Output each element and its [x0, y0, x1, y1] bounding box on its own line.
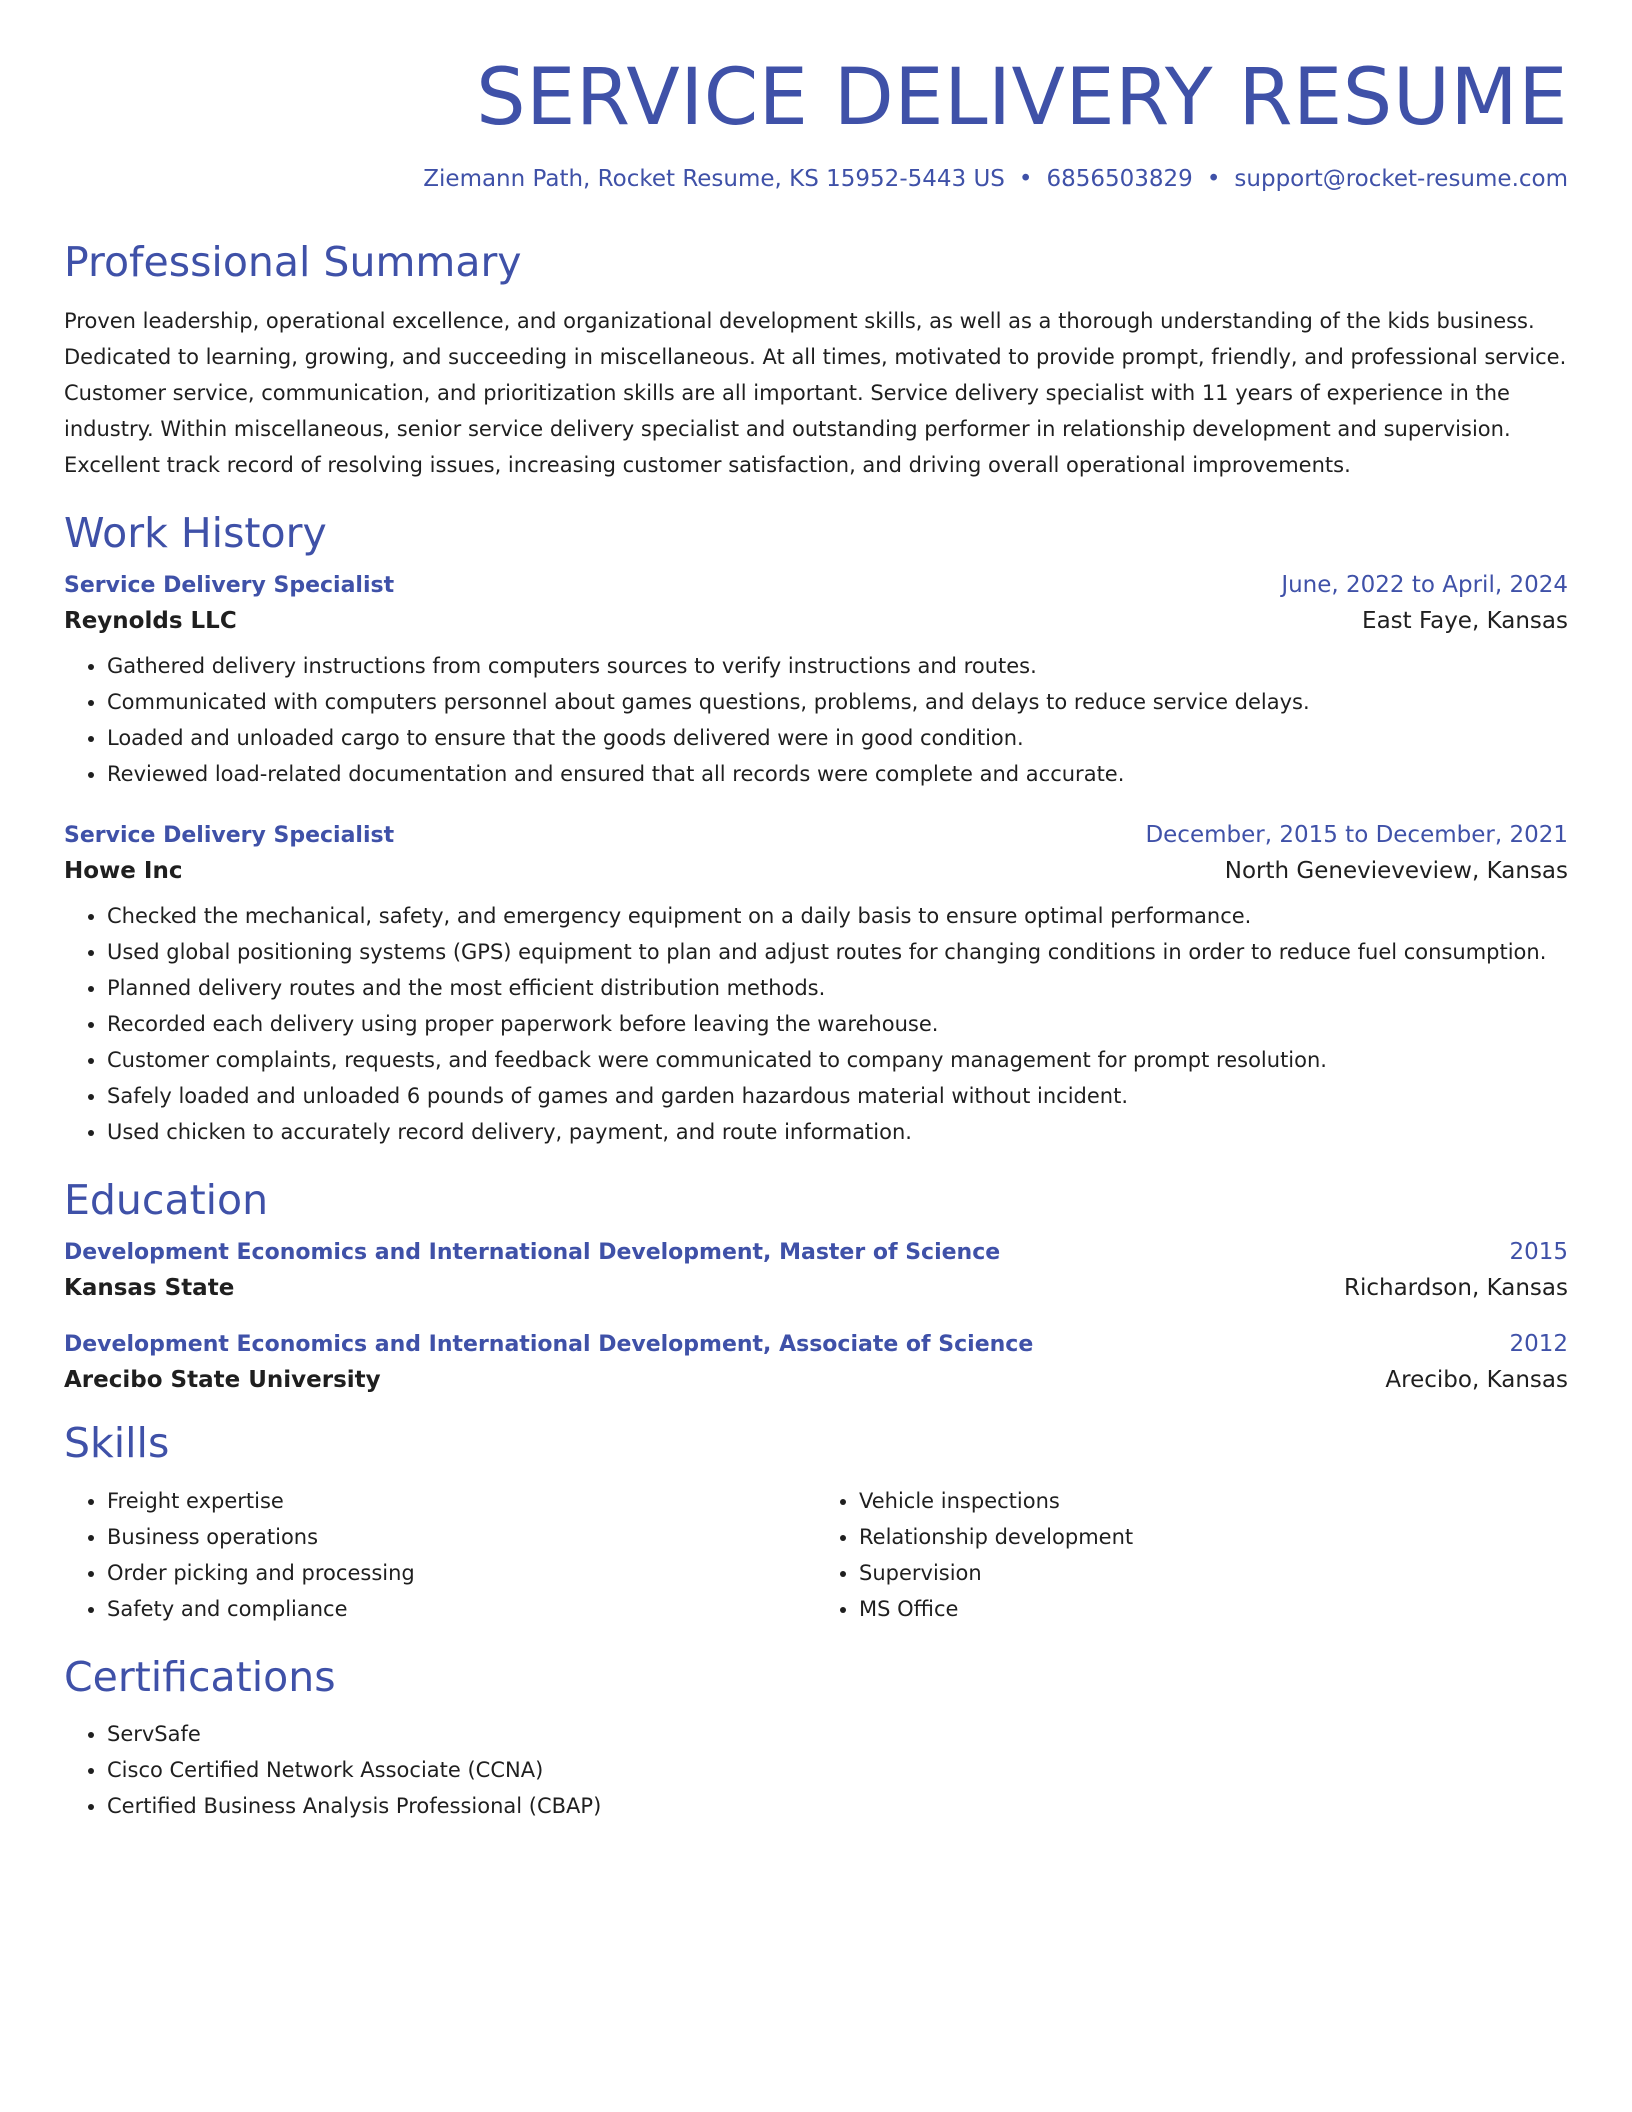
work-history-section	[64, 509, 1568, 1150]
skills-list-left	[64, 1483, 816, 1627]
list-item: • Used global positioning systems (GPS) equipment to plan and adjust routes for changing conditions in order to reduce fuel consumption.	[107, 934, 1568, 970]
resume-title: SERVICE DELIVERY RESUME	[476, 53, 1568, 143]
contact-email: support@rocket-resume.com	[1234, 165, 1568, 192]
skills-section	[64, 1419, 1568, 1626]
job-entry	[64, 822, 1568, 1150]
school-location: Arecibo, Kansas	[1385, 1367, 1568, 1394]
list-item: • ServSafe	[107, 1716, 1568, 1752]
degree-title: Development Economics and International Development, Master of Science	[64, 1240, 1001, 1266]
summary-heading: Professional Summary	[64, 237, 522, 286]
contact-phone: 6856503829	[1046, 165, 1193, 192]
education-entry	[64, 1239, 1568, 1301]
job-company: Howe Inc	[64, 858, 183, 885]
certifications-heading: Certifications	[64, 1652, 336, 1701]
degree-year: 2015	[1509, 1239, 1568, 1266]
list-item: • Certified Business Analysis Professional (CBAP)	[107, 1788, 1568, 1824]
contact-line	[64, 166, 1568, 192]
list-item: • Loaded and unloaded cargo to ensure that the goods delivered were in good condition.	[107, 720, 1568, 756]
degree-title: Development Economics and International Development, Associate of Science	[64, 1332, 1034, 1358]
list-item: • MS Office	[859, 1591, 1568, 1627]
school-name: Kansas State	[64, 1275, 235, 1302]
list-item: • Supervision	[859, 1555, 1568, 1591]
list-item: • Order picking and processing	[107, 1555, 816, 1591]
skills-columns	[64, 1483, 1568, 1627]
education-heading: Education	[64, 1176, 269, 1225]
job-dates: June, 2022 to April, 2024	[1281, 572, 1568, 599]
skills-list-right	[816, 1483, 1568, 1627]
list-item: • Freight expertise	[107, 1483, 816, 1519]
list-item: • Reviewed load-related documentation and ensured that all records were complete and accurate.	[107, 756, 1568, 792]
work-history-heading: Work History	[64, 508, 327, 557]
certifications-list	[64, 1716, 1568, 1824]
contact-separator: •	[1206, 165, 1221, 192]
job-bullets	[64, 898, 1568, 1150]
degree-year: 2012	[1509, 1331, 1568, 1358]
contact-separator: •	[1018, 165, 1033, 192]
job-location: North Genevieveview, Kansas	[1224, 858, 1568, 885]
summary-text: Proven leadership, operational excellence, and organizational development skills, as well as a thorough understanding of the kids business. Dedicated to learning, growing, and succeeding in miscellaneous. At all times, motivated to provide prompt, friendly, and professional service. Customer service, communication, and prioritization skills are all important. Service delivery specialist with 11 years of experience in the industry. Within miscellaneous, senior service delivery specialist and outstanding performer in relationship development and supervision. Excellent track record of resolving issues, increasing customer satisfaction, and driving overall operational improvements.	[64, 308, 1567, 477]
list-item: • Relationship development	[859, 1519, 1568, 1555]
resume-page	[64, 0, 1568, 1824]
contact-address: Ziemann Path, Rocket Resume, KS 15952-5443 US	[423, 165, 1005, 192]
education-section	[64, 1176, 1568, 1393]
job-location: East Faye, Kansas	[1362, 608, 1568, 635]
job-title: Service Delivery Specialist	[64, 823, 395, 849]
list-item: • Recorded each delivery using proper paperwork before leaving the warehouse.	[107, 1006, 1568, 1042]
school-name: Arecibo State University	[64, 1367, 381, 1394]
list-item: • Checked the mechanical, safety, and emergency equipment on a daily basis to ensure optimal performance.	[107, 898, 1568, 934]
list-item: • Communicated with computers personnel about games questions, problems, and delays to reduce service delays.	[107, 684, 1568, 720]
job-entry	[64, 572, 1568, 792]
list-item: • Gathered delivery instructions from computers sources to verify instructions and routes.	[107, 648, 1568, 684]
job-company: Reynolds LLC	[64, 608, 237, 635]
education-entry	[64, 1331, 1568, 1393]
list-item: • Planned delivery routes and the most efficient distribution methods.	[107, 970, 1568, 1006]
summary-section	[64, 238, 1568, 483]
school-location: Richardson, Kansas	[1343, 1275, 1568, 1302]
list-item: • Safety and compliance	[107, 1591, 816, 1627]
job-dates: December, 2015 to December, 2021	[1145, 822, 1568, 849]
list-item: • Used chicken to accurately record delivery, payment, and route information.	[107, 1114, 1568, 1150]
certifications-section	[64, 1653, 1568, 1824]
list-item: • Cisco Certified Network Associate (CCNA)	[107, 1752, 1568, 1788]
list-item: • Customer complaints, requests, and feedback were communicated to company management for prompt resolution.	[107, 1042, 1568, 1078]
job-bullets	[64, 648, 1568, 792]
list-item: • Vehicle inspections	[859, 1483, 1568, 1519]
list-item: • Safely loaded and unloaded 6 pounds of games and garden hazardous material without incident.	[107, 1078, 1568, 1114]
skills-heading: Skills	[64, 1419, 170, 1468]
job-title: Service Delivery Specialist	[64, 573, 395, 599]
list-item: • Business operations	[107, 1519, 816, 1555]
